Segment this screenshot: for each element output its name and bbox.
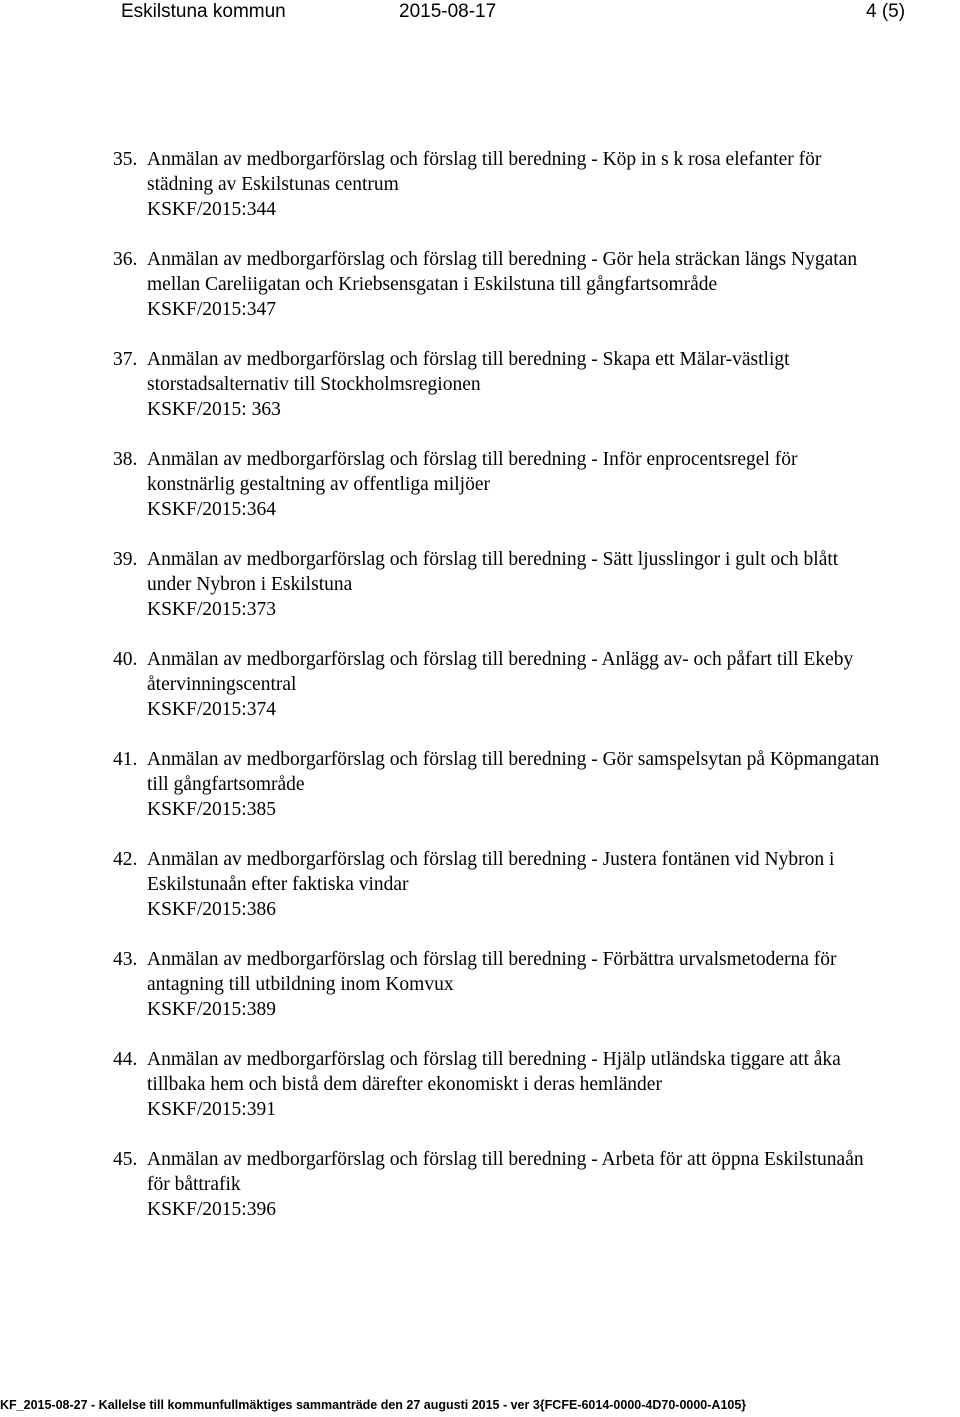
agenda-item-reference: KSKF/2015:347 xyxy=(147,299,276,320)
agenda-item-number: 43. xyxy=(113,949,138,970)
agenda-item-number: 40. xyxy=(113,649,138,670)
agenda-item-title-line: Anmälan av medborgarförslag och förslag till beredning - Inför enprocentsregel för xyxy=(147,449,798,470)
agenda-item xyxy=(113,347,960,447)
agenda-item-body xyxy=(147,747,960,847)
agenda-item-body xyxy=(147,447,960,547)
agenda-item-body xyxy=(147,647,960,747)
document-footer: KF_2015-08-27 - Kallelse till kommunfullmäktiges sammanträde den 27 augusti 2015 - ver 3{FCFE-6014-0000-4D70-0000-A105} xyxy=(0,1398,747,1412)
agenda-item-number: 36. xyxy=(113,249,138,270)
agenda-item-body xyxy=(147,247,960,347)
header-municipality: Eskilstuna kommun xyxy=(121,1,286,22)
agenda-item-title-line: Anmälan av medborgarförslag och förslag till beredning - Anlägg av- och påfart till Ekeby xyxy=(147,649,854,670)
agenda-item-reference: KSKF/2015:344 xyxy=(147,199,276,220)
agenda-item-title-line: till gångfartsområde xyxy=(147,774,305,795)
header-page-number: 4 (5) xyxy=(866,1,906,22)
agenda-item-title-line: Eskilstunaån efter faktiska vindar xyxy=(147,874,409,895)
agenda-item-body xyxy=(147,547,960,647)
agenda-item-reference: KSKF/2015:386 xyxy=(147,899,276,920)
agenda-item-reference: KSKF/2015:364 xyxy=(147,499,276,520)
agenda-item-number: 44. xyxy=(113,1049,138,1070)
agenda-item xyxy=(113,847,960,947)
agenda-item-body xyxy=(147,1047,960,1147)
agenda-item-title-line: Anmälan av medborgarförslag och förslag till beredning - Förbättra urvalsmetoderna för xyxy=(147,949,837,970)
agenda-item-title-line: för båttrafik xyxy=(147,1174,241,1195)
agenda-item-title-line: konstnärlig gestaltning av offentliga miljöer xyxy=(147,474,490,495)
agenda-item-number: 37. xyxy=(113,349,138,370)
agenda-item-title-line: Anmälan av medborgarförslag och förslag till beredning - Justera fontänen vid Nybron i xyxy=(147,849,835,870)
agenda-item xyxy=(113,247,960,347)
agenda-item-title-line: Anmälan av medborgarförslag och förslag till beredning - Skapa ett Mälar-västligt xyxy=(147,349,790,370)
agenda-item xyxy=(113,1047,960,1147)
agenda-item-number: 39. xyxy=(113,549,138,570)
agenda-item-title-line: Anmälan av medborgarförslag och förslag till beredning - Gör samspelsytan på Köpmangatan xyxy=(147,749,880,770)
agenda-item-body xyxy=(147,1147,960,1247)
agenda-item-title-line: städning av Eskilstunas centrum xyxy=(147,174,399,195)
header-date: 2015-08-17 xyxy=(399,1,497,22)
agenda-item-number: 38. xyxy=(113,449,138,470)
agenda-item-number: 45. xyxy=(113,1149,138,1170)
agenda-item-reference: KSKF/2015:389 xyxy=(147,999,276,1020)
agenda-item-title-line: antagning till utbildning inom Komvux xyxy=(147,974,454,995)
agenda-item-reference: KSKF/2015:373 xyxy=(147,599,276,620)
agenda-item-list xyxy=(113,147,960,1247)
agenda-item xyxy=(113,1147,960,1247)
agenda-item-title-line: under Nybron i Eskilstuna xyxy=(147,574,353,595)
agenda-item-number: 41. xyxy=(113,749,138,770)
agenda-item-number: 42. xyxy=(113,849,138,870)
agenda-item-reference: KSKF/2015:385 xyxy=(147,799,276,820)
agenda-item xyxy=(113,647,960,747)
agenda-item-reference: KSKF/2015:391 xyxy=(147,1099,276,1120)
agenda-item-title-line: återvinningscentral xyxy=(147,674,297,695)
agenda-item xyxy=(113,447,960,547)
agenda-item-body xyxy=(147,147,960,247)
agenda-item-title-line: Anmälan av medborgarförslag och förslag till beredning - Arbeta för att öppna Eskilstunaån xyxy=(147,1149,864,1170)
agenda-item-title-line: Anmälan av medborgarförslag och förslag till beredning - Sätt ljusslingor i gult och blått xyxy=(147,549,839,570)
agenda-item xyxy=(113,547,960,647)
agenda-item-title-line: tillbaka hem och bistå dem därefter ekonomiskt i deras hemländer xyxy=(147,1074,662,1095)
agenda-item-body xyxy=(147,847,960,947)
agenda-item-reference: KSKF/2015:396 xyxy=(147,1199,276,1220)
agenda-item-body xyxy=(147,347,960,447)
agenda-item-body xyxy=(147,947,960,1047)
agenda-item xyxy=(113,947,960,1047)
agenda-item-reference: KSKF/2015:374 xyxy=(147,699,276,720)
agenda-item-title-line: Anmälan av medborgarförslag och förslag till beredning - Köp in s k rosa elefanter för xyxy=(147,149,822,170)
agenda-item-title-line: storstadsalternativ till Stockholmsregionen xyxy=(147,374,481,395)
agenda-item-reference: KSKF/2015: 363 xyxy=(147,399,281,420)
agenda-item-title-line: Anmälan av medborgarförslag och förslag till beredning - Gör hela sträckan längs Nygatan xyxy=(147,249,858,270)
agenda-item xyxy=(113,147,960,247)
agenda-item-title-line: mellan Careliigatan och Kriebsensgatan i Eskilstuna till gångfartsområde xyxy=(147,274,718,295)
agenda-item-title-line: Anmälan av medborgarförslag och förslag till beredning - Hjälp utländska tiggare att åka xyxy=(147,1049,841,1070)
page-header xyxy=(0,0,960,30)
agenda-item-number: 35. xyxy=(113,149,138,170)
agenda-item xyxy=(113,747,960,847)
